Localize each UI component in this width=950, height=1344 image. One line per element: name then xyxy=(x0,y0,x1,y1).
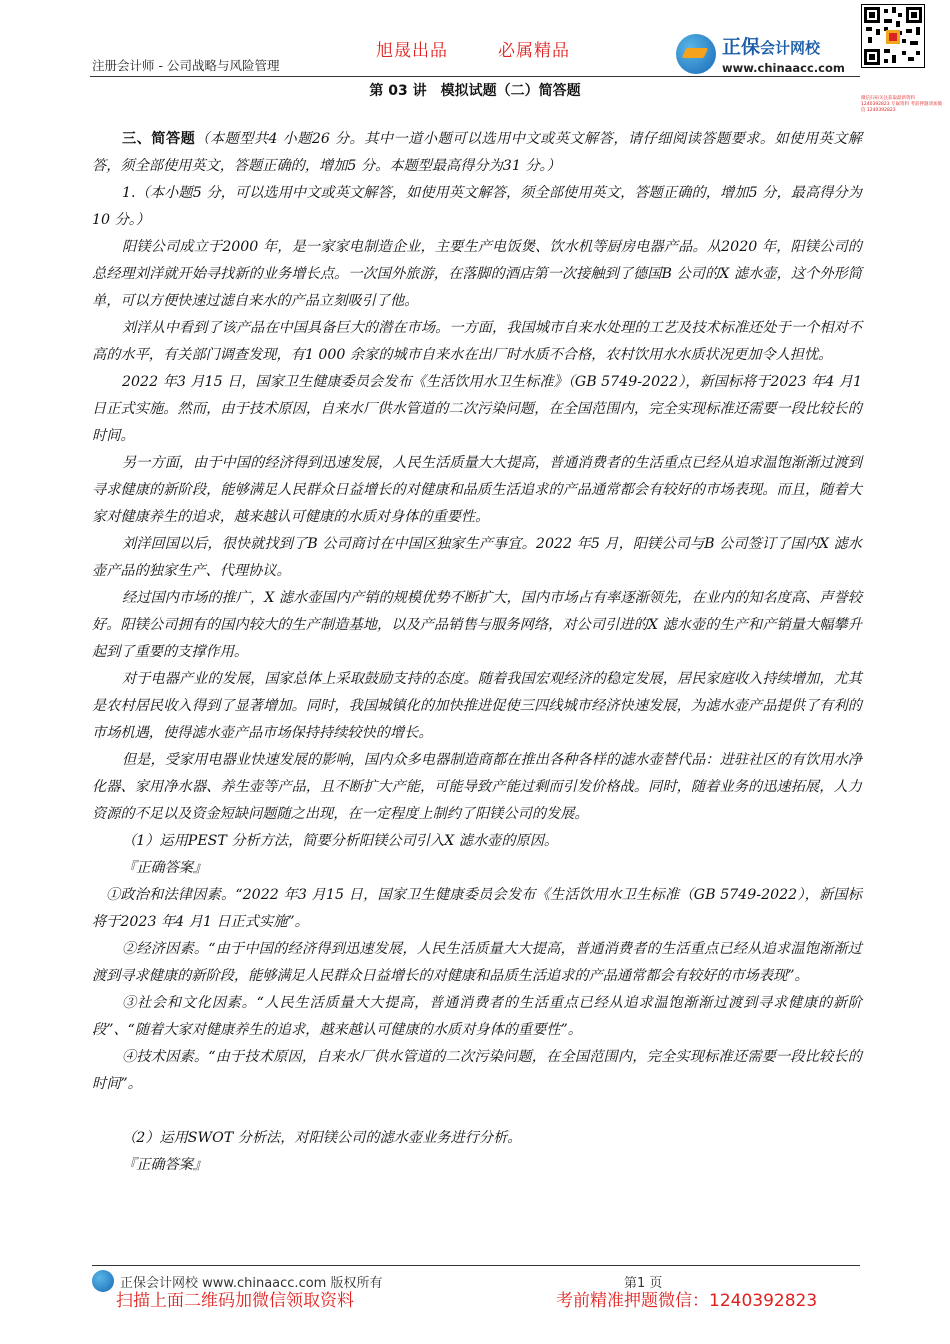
answer-label: 『正确答案』 xyxy=(122,1157,208,1173)
footer-divider xyxy=(92,1265,860,1266)
watermark-left: 扫描上面二维码加微信领取资料 xyxy=(116,1291,354,1311)
answer-item: ③社会和文化因素。“人民生活质量大大提高，普通消费者的生活重点已经从追求温饱渐渐过渡到寻求健康的新阶段”、“随着大家对健康养生的追求，越来越认可健康的水质对身体的重要性”。 xyxy=(92,995,862,1038)
section-heading: 三、简答题 xyxy=(122,131,196,147)
header-divider xyxy=(90,76,860,77)
document-body xyxy=(92,126,862,1179)
sub-question-2: （2）运用SWOT 分析法，对阳镁公司的滤水壶业务进行分析。 xyxy=(122,1130,522,1146)
answer-item: ②经济因素。“由于中国的经济得到迅速发展，人民生活质量大大提高，普通消费者的生活重点已经从追求温饱渐渐过渡到寻求健康的新阶段，能够满足人民群众日益增长的对健康和品质生活追求的产品通常都会有较好的市场表现”。 xyxy=(92,941,862,984)
footer-logo-icon xyxy=(92,1270,114,1292)
qr-caption: 微信扫码关注获取最新资料 1240392823 专属资料 考前押题请加微信 1240392823 xyxy=(861,96,942,113)
page-number: 第1 页 xyxy=(624,1276,663,1291)
footer-copyright: 正保会计网校 www.chinaacc.com 版权所有 xyxy=(120,1276,383,1291)
qr-code-icon[interactable] xyxy=(861,4,925,68)
case-paragraph: 经过国内市场的推广，X 滤水壶国内产销的规模优势不断扩大，国内市场占有率逐渐领先，在业内的知名度高、声誉较好。阳镁公司拥有的国内较大的生产制造基地，以及产品销售与服务网络，对公司引进的X 滤水壶的生产和产销量大幅攀升起到了重要的支撑作用。 xyxy=(92,590,862,660)
answer-label: 『正确答案』 xyxy=(122,860,208,876)
question-intro: 1.（本小题5 分，可以选用中文或英文解答，如使用英文解答，须全部使用英文，答题正确的，增加5 分，最高得分为10 分。） xyxy=(92,185,862,228)
case-paragraph: 2022 年3 月15 日，国家卫生健康委员会发布《生活饮用水卫生标准》（GB 5749-2022），新国标将于2023 年4 月1 日正式实施。然而，由于技术原因，自来水厂供水管道的二次污染问题，在全国范围内，完全实现标准还需要一段比较长的时间。 xyxy=(92,374,862,444)
answer-item: ①政治和法律因素。“2022 年3 月15 日，国家卫生健康委员会发布《生活饮用水卫生标准（GB 5749-2022），新国标将于2023 年4 月1 日正式实施”。 xyxy=(92,887,862,930)
section-intro xyxy=(92,126,862,180)
case-paragraph: 对于电器产业的发展，国家总体上采取鼓励支持的态度。随着我国宏观经济的稳定发展，居民家庭收入持续增加，尤其是农村居民收入得到了显著增加。同时，我国城镇化的加快推进促使三四线城市经济快速发展，为滤水壶产品提供了有利的市场机遇，使得滤水壶产品市场保持持续较快的增长。 xyxy=(92,671,862,741)
brand-logo[interactable] xyxy=(676,30,856,76)
case-paragraph: 阳镁公司成立于2000 年，是一家家电制造企业，主要生产电饭煲、饮水机等厨房电器产品。从2020 年，阳镁公司的总经理刘洋就开始寻找新的业务增长点。一次国外旅游，在落脚的酒店第一次接触到了德国B 公司的X 滤水壶，这个外形简单，可以方便快速过滤自来水的产品立刻吸引了他。 xyxy=(92,239,862,309)
case-paragraph: 另一方面，由于中国的经济得到迅速发展，人民生活质量大大提高，普通消费者的生活重点已经从追求温饱渐渐过渡到寻求健康的新阶段，能够满足人民群众日益增长的对健康和品质生活追求的产品通常都会有较好的市场表现。而且，随着大家对健康养生的追求，越来越认可健康的水质对身体的重要性。 xyxy=(92,455,862,525)
watermark-right: 考前精准押题微信：1240392823 xyxy=(556,1291,818,1311)
case-paragraph: 但是，受家用电器业快速发展的影响，国内众多电器制造商都在推出各种各样的滤水壶替代品：进驻社区的有饮用水净化器、家用净水器、养生壶等产品，且不断扩大产能，可能导致产能过剩而引发价格战。同时，随着业务的迅速拓展，人力资源的不足以及资金短缺问题随之出现，在一定程度上制约了阳镁公司的发展。 xyxy=(92,752,862,822)
answer-item: ④技术因素。“由于技术原因，自来水厂供水管道的二次污染问题，在全国范围内，完全实现标准还需要一段比较长的时间”。 xyxy=(92,1049,862,1092)
logo-url: www.chinaacc.com xyxy=(722,61,845,75)
lecture-title: 第 03 讲 模拟试题（二）简答题 xyxy=(369,83,581,99)
section-heading-note: （本题型共4 小题26 分。其中一道小题可以选用中文或英文解答，请仔细阅读答题要求。如使用英文解答，须全部使用英文，答题正确的，增加5 分。本题型最高得分为31 分。） xyxy=(92,131,862,174)
sub-question-1: （1）运用PEST 分析方法，简要分析阳镁公司引入X 滤水壶的原因。 xyxy=(122,833,559,849)
case-paragraph: 刘洋回国以后，很快就找到了B 公司商讨在中国区独家生产事宜。2022 年5 月，阳镁公司与B 公司签订了国内X 滤水壶产品的独家生产、代理协议。 xyxy=(92,536,862,579)
spacer xyxy=(92,1098,862,1125)
logo-suffix: 会计网校 xyxy=(760,39,821,57)
qr-code-pattern xyxy=(862,5,924,67)
case-paragraph: 刘洋从中看到了该产品在中国具备巨大的潜在市场。一方面，我国城市自来水处理的工艺及技术标准还处于一个相对不高的水平，有关部门调查发现，有1 000 余家的城市自来水在出厂时水质不合格，农村饮用水水质状况更加令人担忧。 xyxy=(92,320,862,363)
promo-text-right: 必属精品 xyxy=(498,41,570,61)
logo-emblem-icon xyxy=(676,34,716,74)
promo-text-left: 旭晟出品 xyxy=(376,41,448,61)
logo-name: 正保 xyxy=(722,36,761,58)
course-subject: 注册会计师 - 公司战略与风险管理 xyxy=(92,58,280,73)
